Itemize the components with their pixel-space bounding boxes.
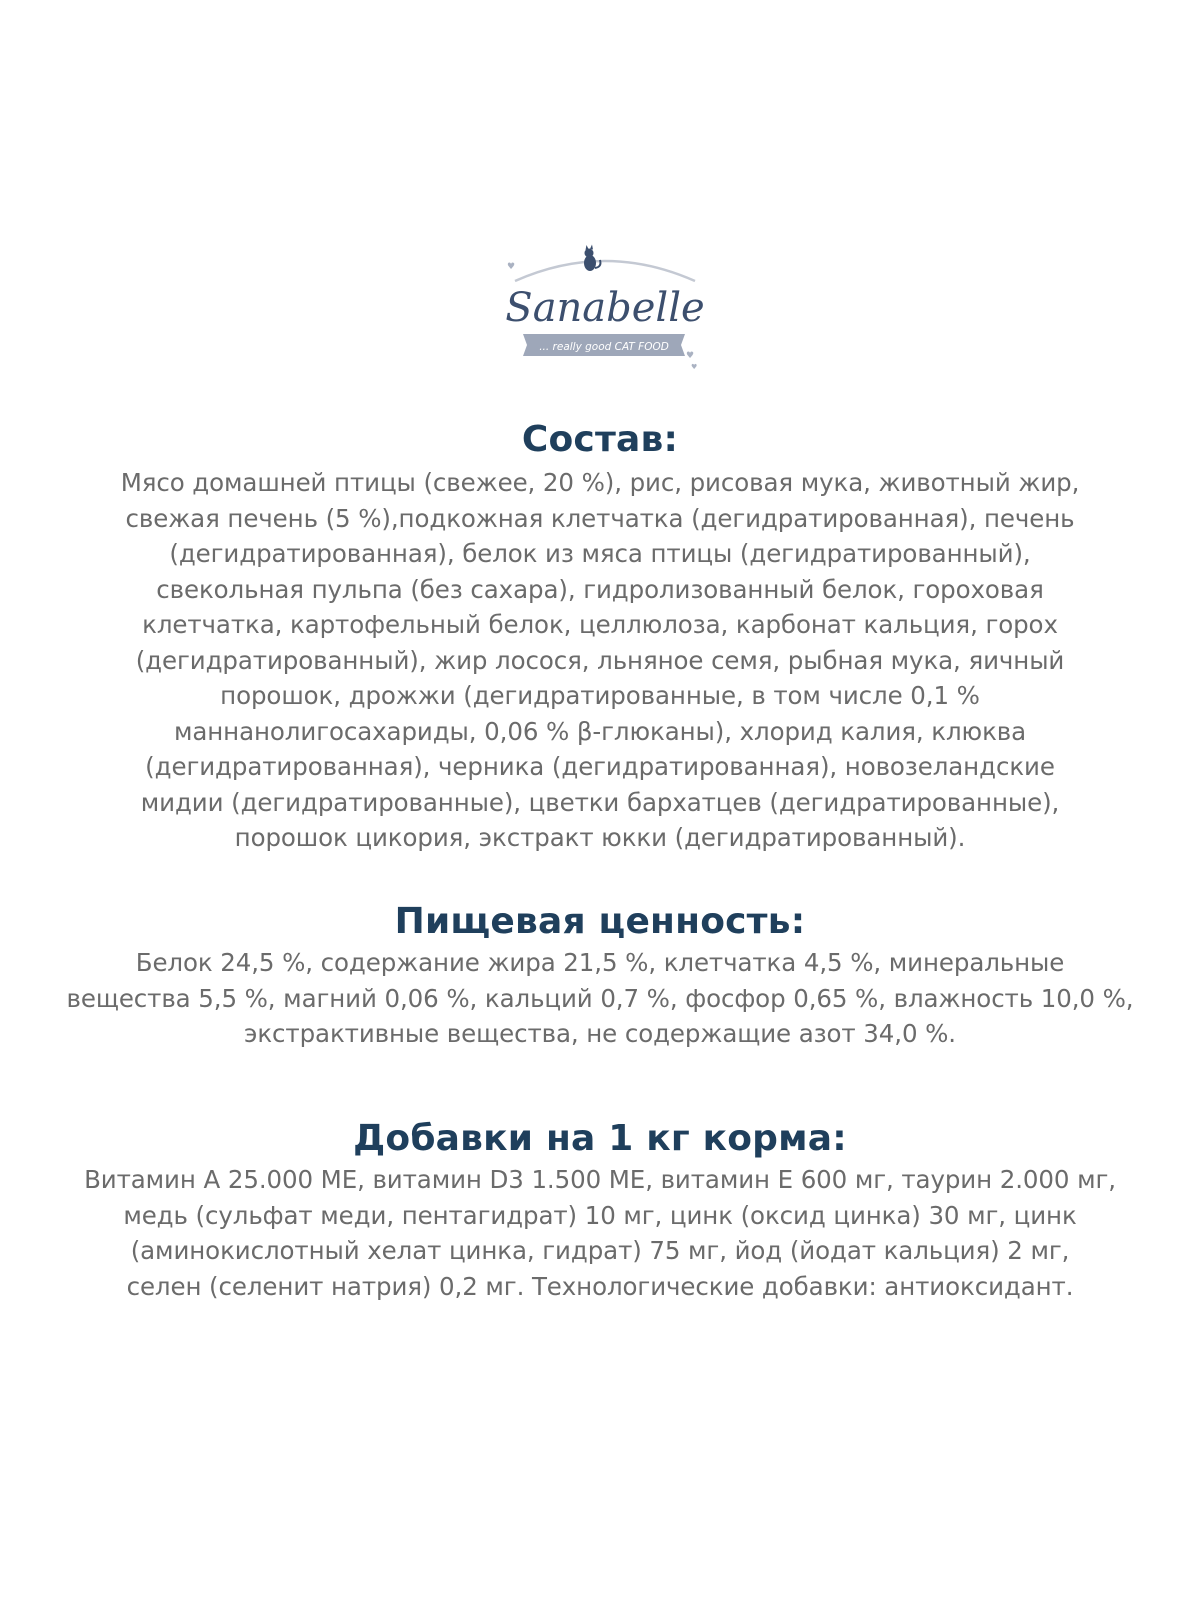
composition-line: свежая печень (5 %),подкожная клетчатка (дегидратированная), печень (125, 503, 1075, 533)
nutrition-line: вещества 5,5 %, магний 0,06 %, кальций 0,7 %, фосфор 0,65 %, влажность 10,0 %, (66, 983, 1134, 1013)
nutrition-line: экстрактивные вещества, не содержащие азот 34,0 %. (244, 1019, 956, 1048)
composition-text (20, 465, 1180, 856)
brand-logo (505, 243, 705, 383)
brand-tagline: ... really good CAT FOOD (539, 341, 669, 353)
composition-title: Состав: (521, 419, 679, 460)
composition-line: Мясо домашней птицы (свежее, 20 %), рис, рисовая мука, животный жир, (120, 468, 1080, 497)
composition-line: (дегидратированная), белок из мяса птицы (дегидратированный), (169, 539, 1031, 568)
nutrition-line: Белок 24,5 %, содержание жира 21,5 %, клетчатка 4,5 %, минеральные (135, 948, 1065, 977)
composition-section (20, 418, 1180, 856)
composition-line: мидии (дегидратированные), цветки бархатцев (дегидратированные), (140, 787, 1060, 817)
heart-icon: ♥ (686, 351, 695, 361)
additives-text (20, 1162, 1180, 1304)
additives-line: селен (селенит натрия) 0,2 мг. Технологические добавки: антиоксидант. (126, 1271, 1074, 1301)
additives-section (20, 1117, 1180, 1304)
composition-line: (дегидратированная), черника (дегидратированная), новозеландские (145, 752, 1055, 781)
composition-line: порошок цикория, экстракт юкки (дегидратированный). (234, 823, 966, 852)
nutrition-title: Пищевая ценность: (394, 901, 806, 942)
composition-line: (дегидратированный), жир лосося, льняное семя, рыбная мука, яичный (135, 645, 1065, 675)
heart-icon: ♥ (507, 262, 516, 272)
nutrition-text (20, 945, 1180, 1052)
brand-name: Sanabelle (505, 285, 705, 331)
additives-line: (аминокислотный хелат цинка, гидрат) 75 мг, йод (йодат кальция) 2 мг, (130, 1236, 1070, 1265)
composition-line: порошок, дрожжи (дегидратированные, в том числе 0,1 % (220, 681, 980, 710)
composition-line: клетчатка, картофельный белок, целлюлоза, карбонат кальция, горох (142, 610, 1058, 639)
additives-line: Витамин А 25.000 МЕ, витамин D3 1.500 МЕ, витамин Е 600 мг, таурин 2.000 мг, (84, 1165, 1116, 1194)
nutrition-section (20, 900, 1180, 1052)
additives-line: медь (сульфат меди, пентагидрат) 10 мг, цинк (оксид цинка) 30 мг, цинк (123, 1200, 1077, 1230)
heart-icon: ♥ (691, 363, 698, 371)
composition-line: свекольная пульпа (без сахара), гидролизованный белок, гороховая (156, 574, 1044, 604)
cat-silhouette-icon (584, 245, 600, 272)
additives-title: Добавки на 1 кг корма: (353, 1118, 847, 1159)
logo-arc (515, 261, 695, 281)
composition-line: маннанолигосахариды, 0,06 % β-глюканы), хлорид калия, клюква (173, 716, 1027, 746)
